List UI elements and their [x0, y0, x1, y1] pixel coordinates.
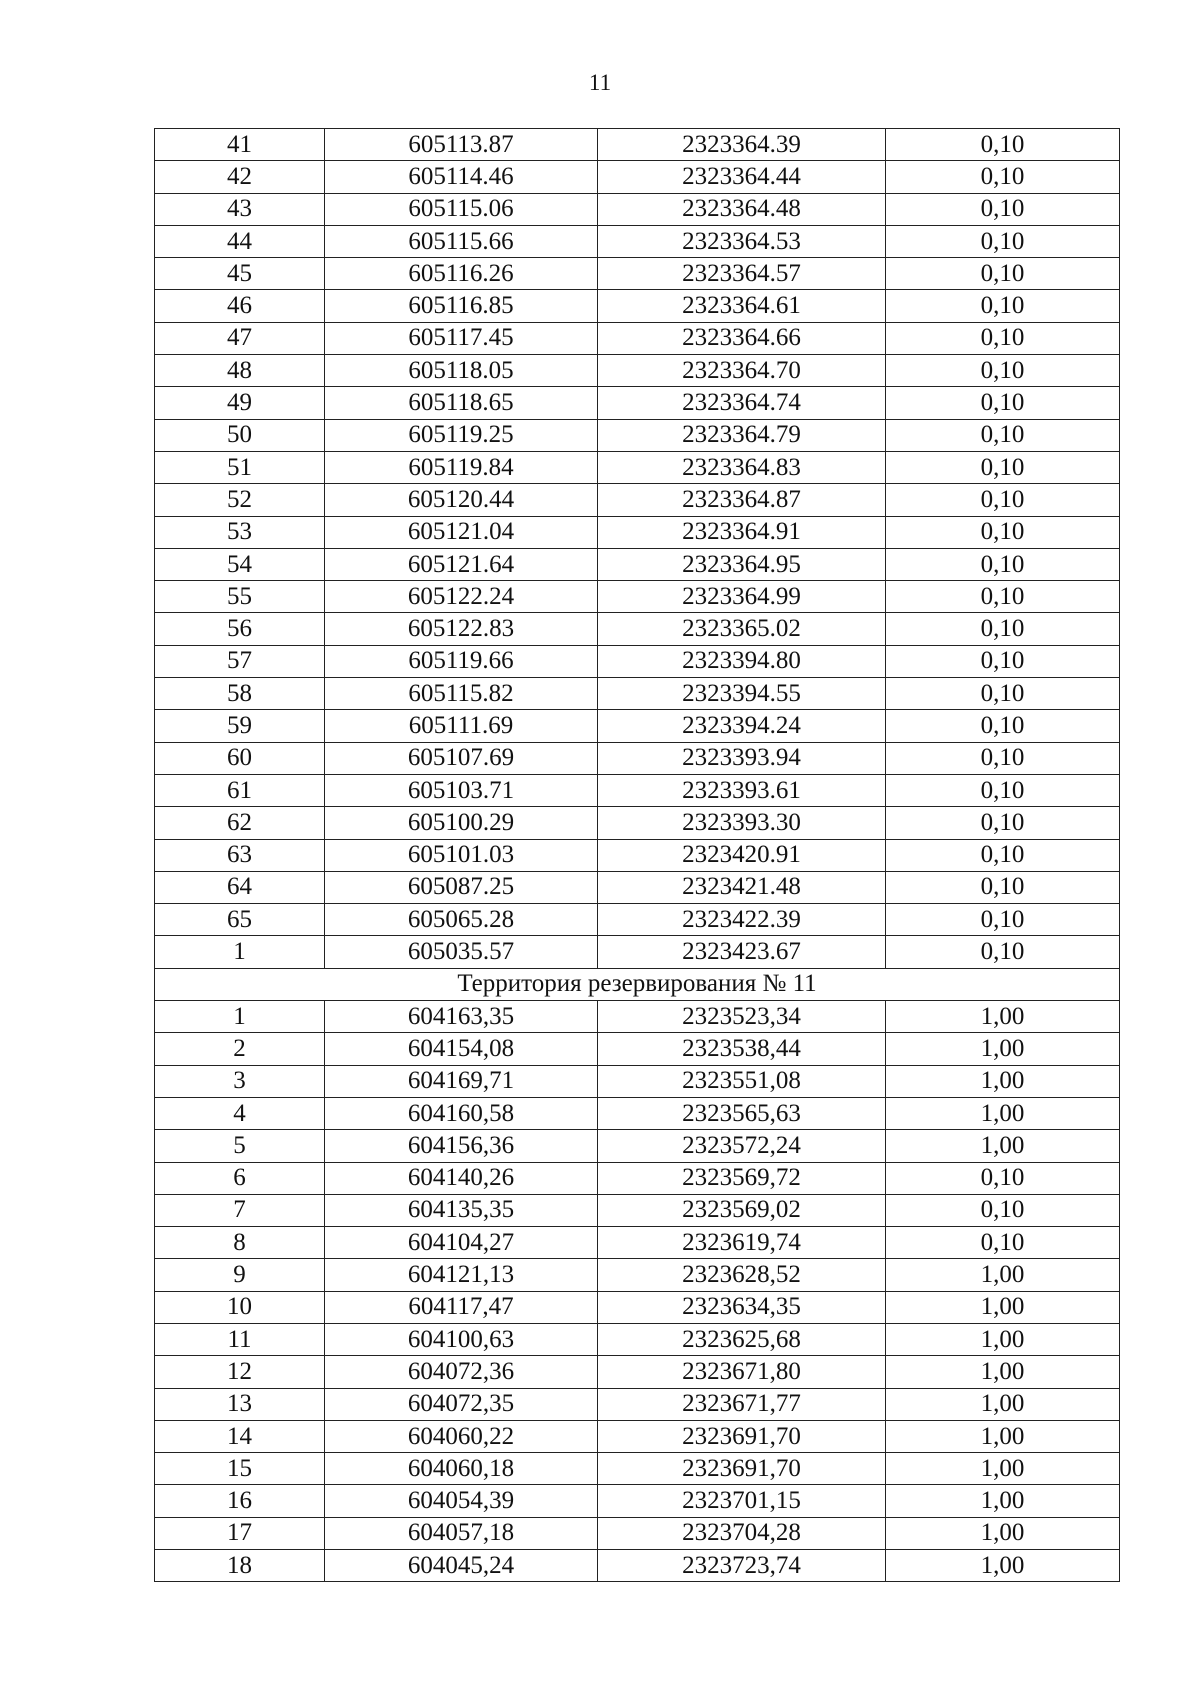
point-number-cell: 16: [155, 1485, 325, 1517]
accuracy-cell: 0,10: [886, 645, 1120, 677]
table-row: [155, 161, 1120, 193]
point-number-cell: 11: [155, 1323, 325, 1355]
y-coordinate-cell: 2323569,02: [598, 1194, 886, 1226]
table-row: [155, 581, 1120, 613]
y-coordinate-cell: 2323364.95: [598, 548, 886, 580]
x-coordinate-cell: 605119.84: [325, 451, 598, 483]
accuracy-cell: 1,00: [886, 1065, 1120, 1097]
table-row: [155, 1323, 1120, 1355]
coordinates-table-body-section: [155, 1001, 1120, 1582]
accuracy-cell: 1,00: [886, 1033, 1120, 1065]
accuracy-cell: 0,10: [886, 904, 1120, 936]
table-row: [155, 129, 1120, 161]
table-row: [155, 839, 1120, 871]
x-coordinate-cell: 605122.24: [325, 581, 598, 613]
table-row: [155, 871, 1120, 903]
point-number-cell: 17: [155, 1517, 325, 1549]
x-coordinate-cell: 604121,13: [325, 1259, 598, 1291]
accuracy-cell: 0,10: [886, 871, 1120, 903]
section-header-body: [155, 968, 1120, 1000]
table-row: [155, 1162, 1120, 1194]
point-number-cell: 43: [155, 193, 325, 225]
accuracy-cell: 0,10: [886, 742, 1120, 774]
point-number-cell: 51: [155, 451, 325, 483]
y-coordinate-cell: 2323628,52: [598, 1259, 886, 1291]
point-number-cell: 42: [155, 161, 325, 193]
table-row: [155, 1097, 1120, 1129]
x-coordinate-cell: 604163,35: [325, 1001, 598, 1033]
x-coordinate-cell: 605121.64: [325, 548, 598, 580]
table-row: [155, 1453, 1120, 1485]
point-number-cell: 5: [155, 1130, 325, 1162]
accuracy-cell: 0,10: [886, 581, 1120, 613]
accuracy-cell: 1,00: [886, 1259, 1120, 1291]
x-coordinate-cell: 605115.06: [325, 193, 598, 225]
coordinates-table-body-top: [155, 129, 1120, 969]
point-number-cell: 60: [155, 742, 325, 774]
table-row: [155, 193, 1120, 225]
x-coordinate-cell: 605111.69: [325, 710, 598, 742]
point-number-cell: 6: [155, 1162, 325, 1194]
table-row: [155, 322, 1120, 354]
x-coordinate-cell: 605103.71: [325, 774, 598, 806]
x-coordinate-cell: 604117,47: [325, 1291, 598, 1323]
table-row: [155, 1291, 1120, 1323]
table-row: [155, 1065, 1120, 1097]
x-coordinate-cell: 605101.03: [325, 839, 598, 871]
point-number-cell: 49: [155, 387, 325, 419]
accuracy-cell: 1,00: [886, 1388, 1120, 1420]
x-coordinate-cell: 605119.25: [325, 419, 598, 451]
accuracy-cell: 0,10: [886, 1162, 1120, 1194]
accuracy-cell: 0,10: [886, 161, 1120, 193]
y-coordinate-cell: 2323364.74: [598, 387, 886, 419]
y-coordinate-cell: 2323364.48: [598, 193, 886, 225]
y-coordinate-cell: 2323364.70: [598, 355, 886, 387]
y-coordinate-cell: 2323394.80: [598, 645, 886, 677]
point-number-cell: 52: [155, 484, 325, 516]
y-coordinate-cell: 2323394.55: [598, 678, 886, 710]
x-coordinate-cell: 604060,18: [325, 1453, 598, 1485]
point-number-cell: 13: [155, 1388, 325, 1420]
accuracy-cell: 1,00: [886, 1356, 1120, 1388]
point-number-cell: 58: [155, 678, 325, 710]
accuracy-cell: 0,10: [886, 807, 1120, 839]
x-coordinate-cell: 604100,63: [325, 1323, 598, 1355]
x-coordinate-cell: 604140,26: [325, 1162, 598, 1194]
y-coordinate-cell: 2323423.67: [598, 936, 886, 968]
page-number: 11: [588, 70, 612, 95]
accuracy-cell: 0,10: [886, 548, 1120, 580]
x-coordinate-cell: 605087.25: [325, 871, 598, 903]
table-row: [155, 1194, 1120, 1226]
accuracy-cell: 0,10: [886, 516, 1120, 548]
x-coordinate-cell: 605107.69: [325, 742, 598, 774]
table-row: [155, 807, 1120, 839]
table-row: [155, 1227, 1120, 1259]
point-number-cell: 1: [155, 936, 325, 968]
table-row: [155, 1550, 1120, 1582]
x-coordinate-cell: 605065.28: [325, 904, 598, 936]
y-coordinate-cell: 2323569,72: [598, 1162, 886, 1194]
x-coordinate-cell: 604104,27: [325, 1227, 598, 1259]
y-coordinate-cell: 2323364.66: [598, 322, 886, 354]
x-coordinate-cell: 604154,08: [325, 1033, 598, 1065]
point-number-cell: 18: [155, 1550, 325, 1582]
y-coordinate-cell: 2323364.53: [598, 225, 886, 257]
y-coordinate-cell: 2323701,15: [598, 1485, 886, 1517]
table-row: [155, 355, 1120, 387]
point-number-cell: 65: [155, 904, 325, 936]
x-coordinate-cell: 605035.57: [325, 936, 598, 968]
table-row: [155, 451, 1120, 483]
accuracy-cell: 1,00: [886, 1517, 1120, 1549]
point-number-cell: 61: [155, 774, 325, 806]
point-number-cell: 4: [155, 1097, 325, 1129]
accuracy-cell: 0,10: [886, 129, 1120, 161]
y-coordinate-cell: 2323421.48: [598, 871, 886, 903]
point-number-cell: 57: [155, 645, 325, 677]
point-number-cell: 15: [155, 1453, 325, 1485]
table-row: [155, 1517, 1120, 1549]
point-number-cell: 8: [155, 1227, 325, 1259]
x-coordinate-cell: 604072,35: [325, 1388, 598, 1420]
x-coordinate-cell: 605113.87: [325, 129, 598, 161]
table-row: [155, 1259, 1120, 1291]
accuracy-cell: 1,00: [886, 1097, 1120, 1129]
x-coordinate-cell: 605114.46: [325, 161, 598, 193]
accuracy-cell: 0,10: [886, 839, 1120, 871]
table-row: [155, 419, 1120, 451]
accuracy-cell: 0,10: [886, 355, 1120, 387]
table-row: [155, 1420, 1120, 1452]
x-coordinate-cell: 604054,39: [325, 1485, 598, 1517]
x-coordinate-cell: 604045,24: [325, 1550, 598, 1582]
accuracy-cell: 0,10: [886, 387, 1120, 419]
table-row: [155, 516, 1120, 548]
y-coordinate-cell: 2323422.39: [598, 904, 886, 936]
accuracy-cell: 0,10: [886, 225, 1120, 257]
table-row: [155, 1001, 1120, 1033]
accuracy-cell: 0,10: [886, 774, 1120, 806]
point-number-cell: 59: [155, 710, 325, 742]
table-row: [155, 904, 1120, 936]
x-coordinate-cell: 605117.45: [325, 322, 598, 354]
y-coordinate-cell: 2323364.79: [598, 419, 886, 451]
table-row: [155, 1033, 1120, 1065]
coordinates-table: [154, 128, 1120, 1582]
accuracy-cell: 0,10: [886, 258, 1120, 290]
table-row: [155, 710, 1120, 742]
accuracy-cell: 1,00: [886, 1550, 1120, 1582]
x-coordinate-cell: 605115.82: [325, 678, 598, 710]
point-number-cell: 53: [155, 516, 325, 548]
y-coordinate-cell: 2323671,77: [598, 1388, 886, 1420]
accuracy-cell: 0,10: [886, 451, 1120, 483]
table-row: [155, 936, 1120, 968]
y-coordinate-cell: 2323364.44: [598, 161, 886, 193]
point-number-cell: 48: [155, 355, 325, 387]
y-coordinate-cell: 2323538,44: [598, 1033, 886, 1065]
y-coordinate-cell: 2323619,74: [598, 1227, 886, 1259]
y-coordinate-cell: 2323364.57: [598, 258, 886, 290]
table-row: [155, 548, 1120, 580]
accuracy-cell: 0,10: [886, 678, 1120, 710]
x-coordinate-cell: 605116.26: [325, 258, 598, 290]
y-coordinate-cell: 2323704,28: [598, 1517, 886, 1549]
accuracy-cell: 1,00: [886, 1453, 1120, 1485]
accuracy-cell: 1,00: [886, 1420, 1120, 1452]
y-coordinate-cell: 2323691,70: [598, 1453, 886, 1485]
point-number-cell: 10: [155, 1291, 325, 1323]
accuracy-cell: 0,10: [886, 484, 1120, 516]
y-coordinate-cell: 2323551,08: [598, 1065, 886, 1097]
table-row: [155, 387, 1120, 419]
table-row: [155, 678, 1120, 710]
table-row: [155, 645, 1120, 677]
point-number-cell: 54: [155, 548, 325, 580]
point-number-cell: 14: [155, 1420, 325, 1452]
y-coordinate-cell: 2323393.94: [598, 742, 886, 774]
y-coordinate-cell: 2323364.91: [598, 516, 886, 548]
point-number-cell: 55: [155, 581, 325, 613]
point-number-cell: 3: [155, 1065, 325, 1097]
accuracy-cell: 1,00: [886, 1323, 1120, 1355]
table-row: [155, 225, 1120, 257]
accuracy-cell: 1,00: [886, 1130, 1120, 1162]
y-coordinate-cell: 2323393.61: [598, 774, 886, 806]
x-coordinate-cell: 605100.29: [325, 807, 598, 839]
accuracy-cell: 0,10: [886, 710, 1120, 742]
x-coordinate-cell: 605115.66: [325, 225, 598, 257]
point-number-cell: 7: [155, 1194, 325, 1226]
x-coordinate-cell: 605121.04: [325, 516, 598, 548]
y-coordinate-cell: 2323625,68: [598, 1323, 886, 1355]
table-row: [155, 1485, 1120, 1517]
y-coordinate-cell: 2323364.83: [598, 451, 886, 483]
y-coordinate-cell: 2323364.87: [598, 484, 886, 516]
table-row: [155, 613, 1120, 645]
accuracy-cell: 1,00: [886, 1291, 1120, 1323]
x-coordinate-cell: 605120.44: [325, 484, 598, 516]
x-coordinate-cell: 604072,36: [325, 1356, 598, 1388]
point-number-cell: 9: [155, 1259, 325, 1291]
point-number-cell: 41: [155, 129, 325, 161]
point-number-cell: 45: [155, 258, 325, 290]
section-header-row: [155, 968, 1120, 1000]
x-coordinate-cell: 604160,58: [325, 1097, 598, 1129]
x-coordinate-cell: 604135,35: [325, 1194, 598, 1226]
y-coordinate-cell: 2323420.91: [598, 839, 886, 871]
point-number-cell: 44: [155, 225, 325, 257]
y-coordinate-cell: 2323365.02: [598, 613, 886, 645]
table-row: [155, 484, 1120, 516]
x-coordinate-cell: 605119.66: [325, 645, 598, 677]
x-coordinate-cell: 605122.83: [325, 613, 598, 645]
y-coordinate-cell: 2323691,70: [598, 1420, 886, 1452]
y-coordinate-cell: 2323572,24: [598, 1130, 886, 1162]
x-coordinate-cell: 604060,22: [325, 1420, 598, 1452]
accuracy-cell: 0,10: [886, 1194, 1120, 1226]
y-coordinate-cell: 2323634,35: [598, 1291, 886, 1323]
table-row: [155, 290, 1120, 322]
point-number-cell: 62: [155, 807, 325, 839]
y-coordinate-cell: 2323364.39: [598, 129, 886, 161]
y-coordinate-cell: 2323723,74: [598, 1550, 886, 1582]
accuracy-cell: 1,00: [886, 1001, 1120, 1033]
y-coordinate-cell: 2323393.30: [598, 807, 886, 839]
y-coordinate-cell: 2323394.24: [598, 710, 886, 742]
x-coordinate-cell: 605118.05: [325, 355, 598, 387]
point-number-cell: 47: [155, 322, 325, 354]
table-row: [155, 774, 1120, 806]
y-coordinate-cell: 2323565,63: [598, 1097, 886, 1129]
point-number-cell: 56: [155, 613, 325, 645]
x-coordinate-cell: 604156,36: [325, 1130, 598, 1162]
point-number-cell: 12: [155, 1356, 325, 1388]
point-number-cell: 2: [155, 1033, 325, 1065]
accuracy-cell: 0,10: [886, 290, 1120, 322]
point-number-cell: 50: [155, 419, 325, 451]
y-coordinate-cell: 2323364.61: [598, 290, 886, 322]
accuracy-cell: 0,10: [886, 613, 1120, 645]
section-title: Территория резервирования № 11: [155, 968, 1120, 1000]
x-coordinate-cell: 604169,71: [325, 1065, 598, 1097]
x-coordinate-cell: 605118.65: [325, 387, 598, 419]
accuracy-cell: 0,10: [886, 936, 1120, 968]
accuracy-cell: 0,10: [886, 419, 1120, 451]
accuracy-cell: 0,10: [886, 322, 1120, 354]
x-coordinate-cell: 604057,18: [325, 1517, 598, 1549]
accuracy-cell: 0,10: [886, 193, 1120, 225]
y-coordinate-cell: 2323671,80: [598, 1356, 886, 1388]
x-coordinate-cell: 605116.85: [325, 290, 598, 322]
point-number-cell: 63: [155, 839, 325, 871]
accuracy-cell: 1,00: [886, 1485, 1120, 1517]
table-row: [155, 742, 1120, 774]
y-coordinate-cell: 2323523,34: [598, 1001, 886, 1033]
point-number-cell: 64: [155, 871, 325, 903]
table-row: [155, 1356, 1120, 1388]
accuracy-cell: 0,10: [886, 1227, 1120, 1259]
table-row: [155, 1130, 1120, 1162]
table-row: [155, 258, 1120, 290]
point-number-cell: 46: [155, 290, 325, 322]
point-number-cell: 1: [155, 1001, 325, 1033]
table-row: [155, 1388, 1120, 1420]
y-coordinate-cell: 2323364.99: [598, 581, 886, 613]
